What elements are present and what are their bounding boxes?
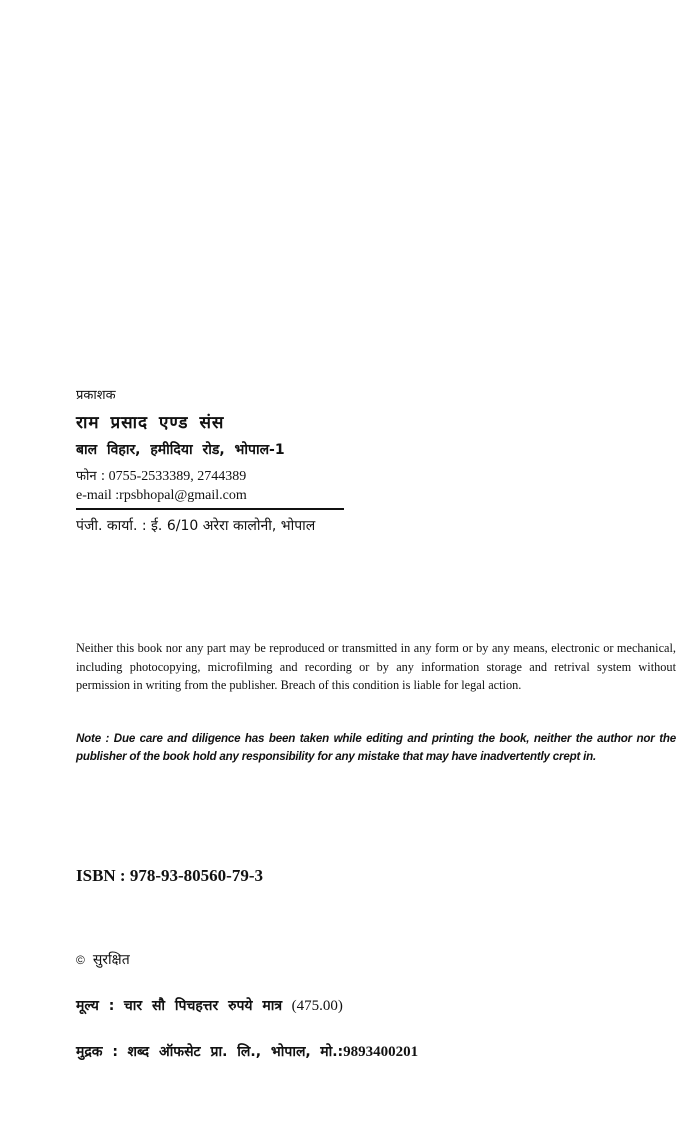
- printer-label: मुद्रक :: [76, 1044, 119, 1060]
- publisher-name: राम प्रसाद एण्ड संस: [76, 413, 225, 433]
- price-amount: (475.00): [291, 998, 343, 1014]
- printer-mobile-label: मो.:: [320, 1044, 344, 1060]
- rights-reserved: [76, 950, 130, 969]
- publisher-address: बाल विहार, हमीदिया रोड, भोपाल-1: [76, 442, 285, 458]
- rights-text: सुरक्षित: [92, 952, 130, 968]
- email-label: e-mail :: [76, 488, 120, 503]
- phone-numbers: 0755-2533389, 2744389: [108, 469, 247, 484]
- price-words: चार सौ पिचहत्तर रुपये मात्र: [123, 998, 283, 1014]
- price-label: मूल्य :: [76, 998, 115, 1014]
- isbn-label: ISBN :: [76, 866, 126, 885]
- isbn-value: 978-93-80560-79-3: [129, 866, 264, 885]
- price-line: [76, 996, 343, 1015]
- copyright-notice: Neither this book nor any part may be reproduced or transmitted in any form or by any means, electronic or mechanical, including photocopying, microfilming and recording or by any information storage and retrival system without permission in writing from the publisher. Breach of this condition is liable for legal action.: [76, 641, 676, 692]
- registered-office: पंजी. कार्या. : ई. 6/10 अरेरा कालोनी, भोपाल: [76, 518, 316, 534]
- email-address: rpsbhopal@gmail.com: [119, 488, 247, 503]
- printer-line: [76, 1042, 418, 1061]
- copyright-icon: ©: [76, 953, 85, 967]
- publisher-email: [76, 488, 247, 504]
- publisher-label: प्रकाशक: [76, 388, 116, 403]
- phone-label: फोन :: [76, 469, 106, 484]
- disclaimer-note: Note : Due care and diligence has been taken while editing and printing the book, neither the author nor the publisher of the book hold any responsibility for any mistake that may have inadvertently crept in.: [76, 732, 676, 763]
- printer-name: शब्द ऑफसेट प्रा. लि., भोपाल,: [127, 1044, 311, 1060]
- divider-rule: [76, 508, 344, 510]
- publisher-phone: [76, 466, 246, 485]
- isbn: [76, 866, 263, 886]
- printer-mobile: 9893400201: [343, 1044, 419, 1060]
